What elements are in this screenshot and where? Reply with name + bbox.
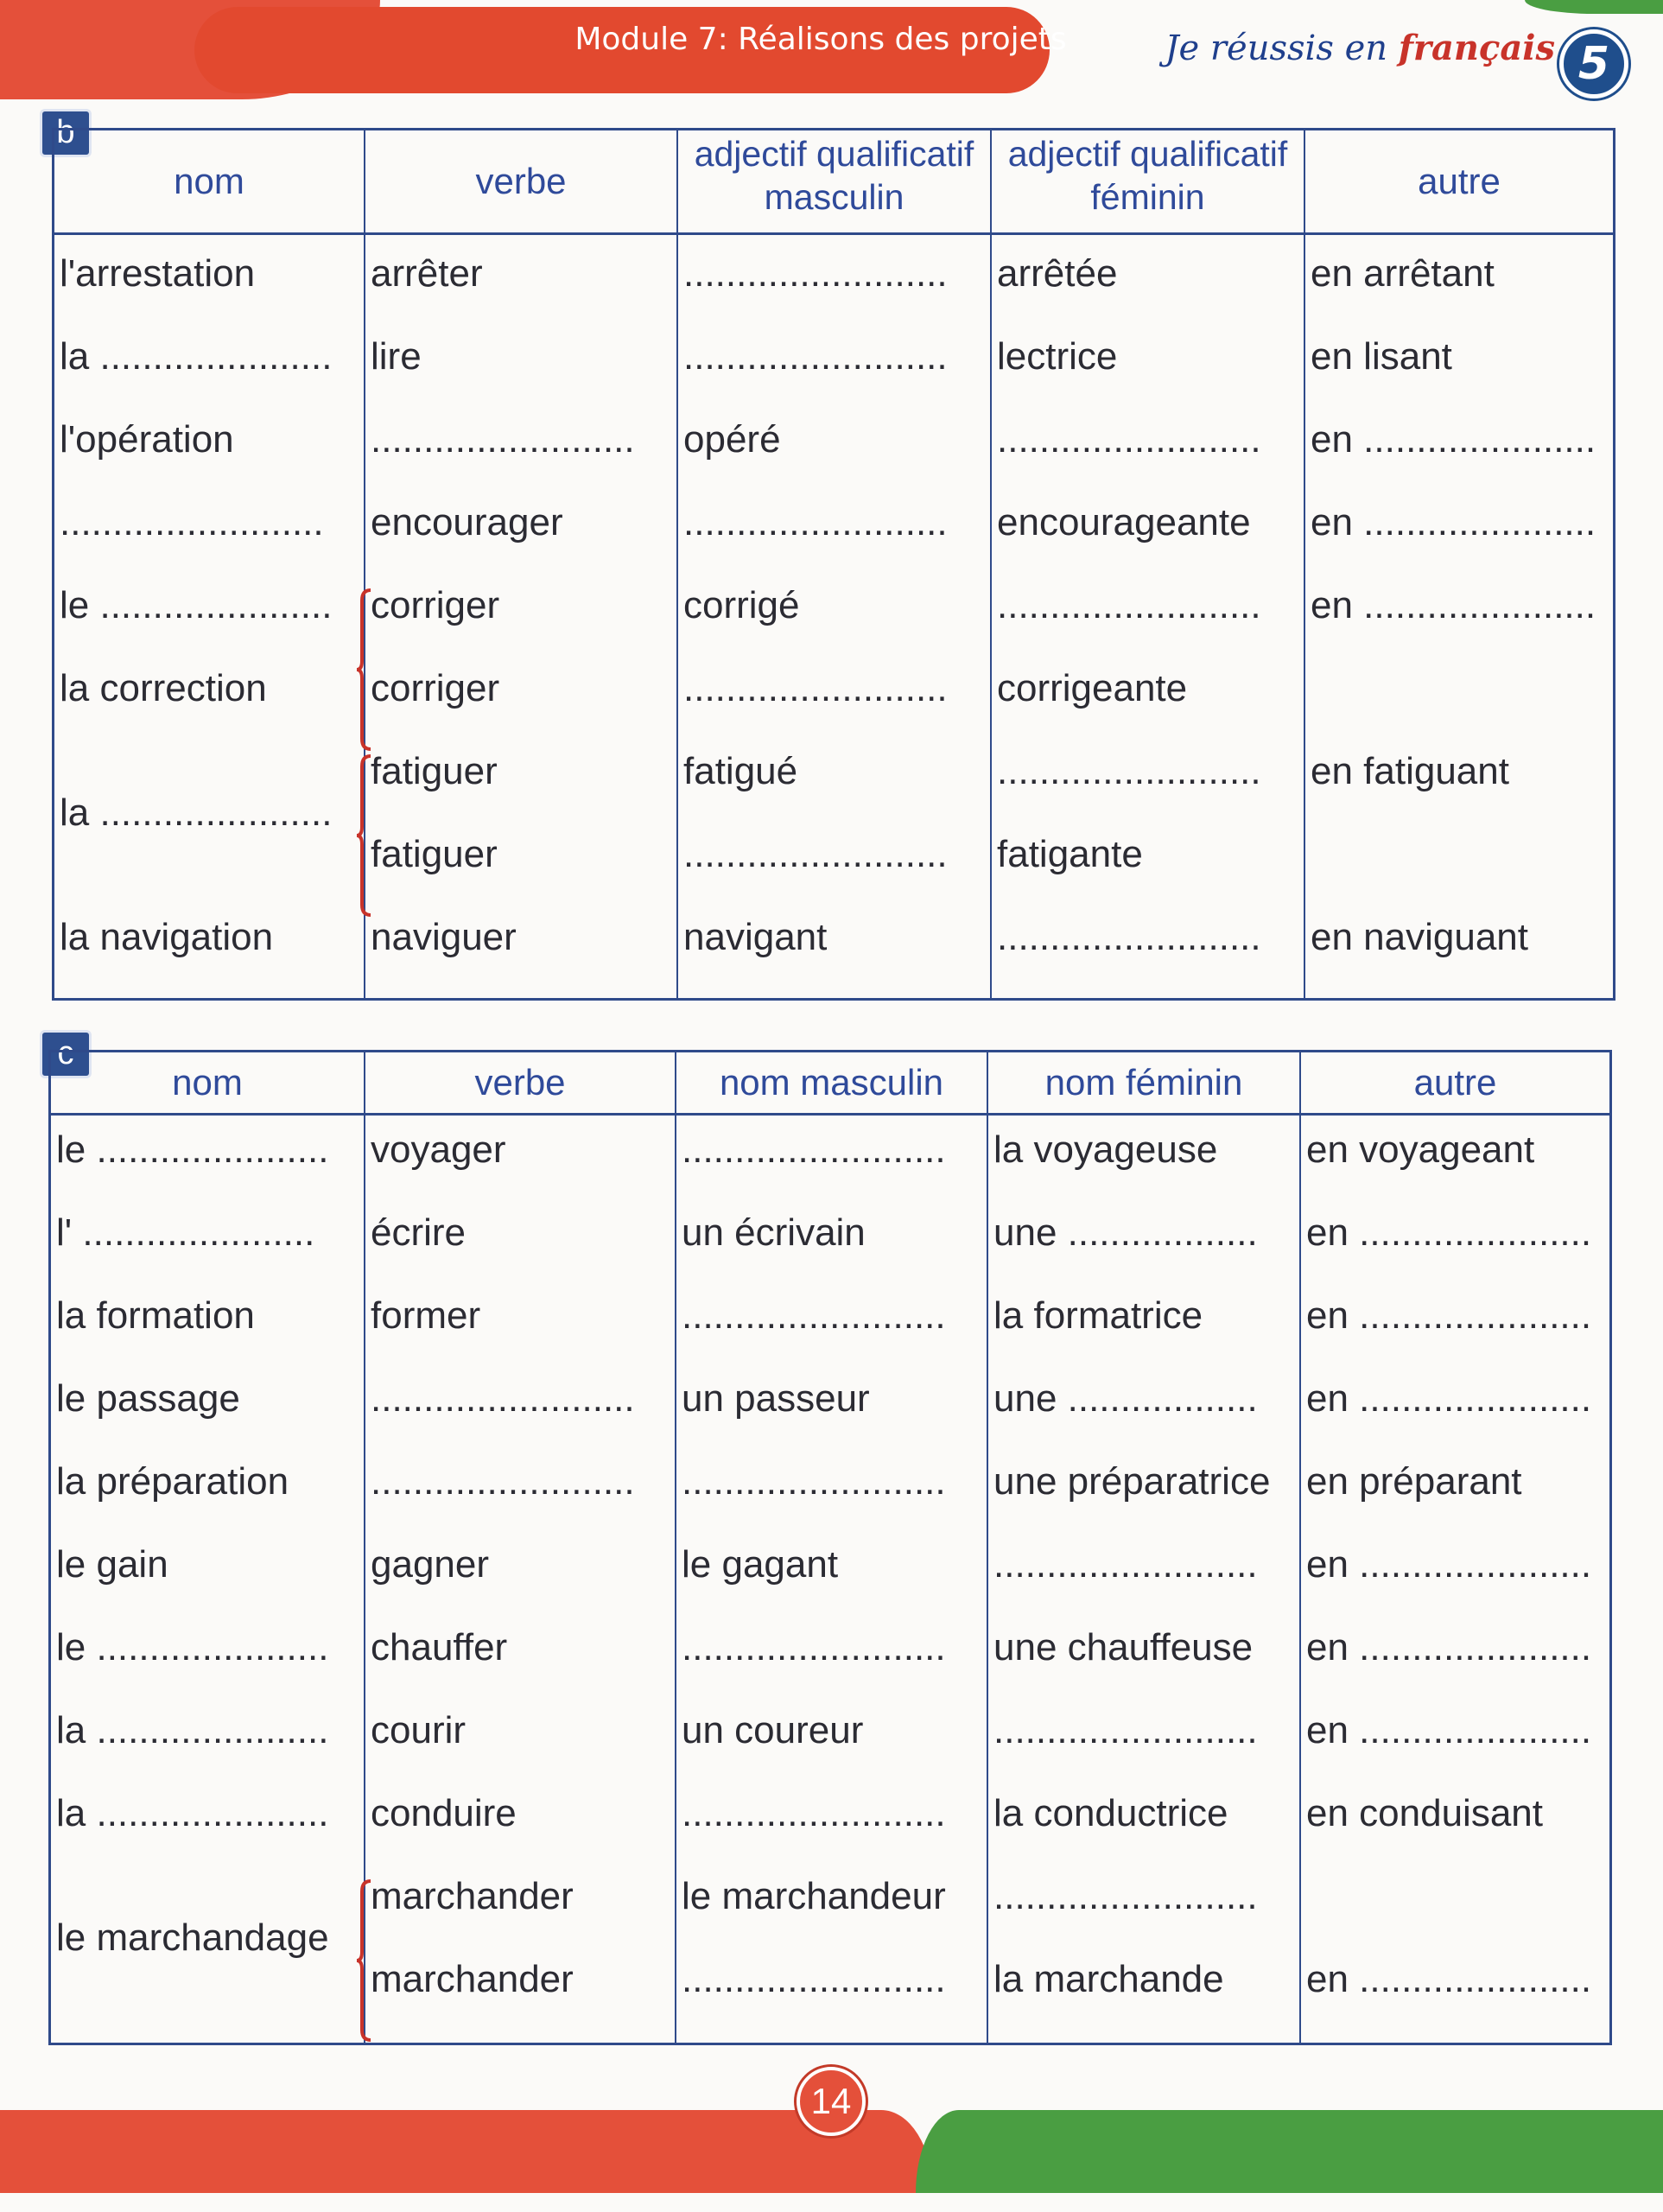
column-header-label: autre: [1418, 161, 1501, 201]
header-divider: [51, 1113, 1609, 1116]
column-header: [992, 130, 1304, 234]
table-cell: .........................: [682, 1626, 946, 1669]
table-cell: la correction: [60, 667, 267, 709]
red-brace-icon: [355, 754, 374, 917]
brand-prefix: Je réussis en: [1165, 29, 1399, 68]
column-divider: [987, 1052, 988, 2043]
column-header-label: verbe: [475, 161, 567, 201]
table-cell: lectrice: [997, 335, 1118, 378]
table-cell: corrigé: [683, 584, 800, 626]
table-cell: en ......................: [1311, 584, 1596, 626]
table-cell: la formatrice: [993, 1294, 1203, 1337]
section-b-badge: b: [40, 109, 92, 157]
table-cell: l'opération: [60, 418, 234, 461]
table-cell: en ......................: [1306, 1294, 1592, 1337]
table-cell: marchander: [371, 1958, 574, 2000]
table-cell: .........................: [997, 750, 1261, 792]
table-cell: .........................: [60, 501, 324, 543]
table-cell: former: [371, 1294, 481, 1337]
column-header: [988, 1052, 1299, 1113]
table-cell: .........................: [682, 1958, 946, 2000]
table-cell: .........................: [683, 501, 948, 543]
column-divider: [675, 1052, 676, 2043]
column-header: [54, 130, 364, 232]
table-cell: courir: [371, 1709, 467, 1751]
table-cell: en ......................: [1311, 418, 1596, 461]
column-header-label: nom: [174, 161, 244, 201]
column-header: [1305, 130, 1613, 232]
column-divider: [676, 130, 678, 998]
table-cell: en ......................: [1306, 1709, 1592, 1751]
table-cell: fatiguer: [371, 833, 498, 875]
table-cell: marchander: [371, 1875, 574, 1917]
column-header: [365, 130, 676, 232]
column-header: [365, 1052, 675, 1113]
table-cell: le passage: [56, 1377, 240, 1420]
table-cell: en ......................: [1306, 1626, 1592, 1669]
column-divider: [1304, 130, 1305, 998]
table-cell: .........................: [997, 584, 1261, 626]
table-cell: navigant: [683, 916, 828, 958]
table-cell: encourageante: [997, 501, 1251, 543]
table-cell: en ......................: [1306, 1377, 1592, 1420]
table-cell: une ..................: [993, 1377, 1258, 1420]
column-header: [676, 1052, 987, 1113]
table-cell: en lisant: [1311, 335, 1452, 378]
table-cell: en ......................: [1306, 1958, 1592, 2000]
table-cell: .........................: [371, 1377, 635, 1420]
column-header-line2: féminin: [1090, 177, 1205, 217]
table-cell: lire: [371, 335, 422, 378]
table-cell: corriger: [371, 584, 500, 626]
table-cell: en naviguant: [1311, 916, 1528, 958]
header-green-band: [1525, 0, 1663, 14]
table-cell: voyager: [371, 1128, 506, 1171]
table-cell: .........................: [683, 252, 948, 295]
table-cell: la conductrice: [993, 1792, 1228, 1834]
column-header-line2: masculin: [764, 177, 904, 217]
column-header-line1: adjectif qualificatif: [1007, 134, 1288, 174]
table-cell: la marchande: [993, 1958, 1224, 2000]
grade-badge: 5: [1559, 29, 1628, 99]
column-header-line1: adjectif qualificatif: [694, 134, 974, 174]
table-b: [52, 128, 1615, 1001]
footer-red-band: [0, 2110, 933, 2193]
table-cell: .........................: [683, 833, 948, 875]
column-header-label: nom féminin: [1044, 1062, 1243, 1103]
table-cell: fatigué: [683, 750, 798, 792]
table-cell: l'arrestation: [60, 252, 256, 295]
table-cell: fatiguer: [371, 750, 498, 792]
column-header: [678, 130, 990, 234]
column-divider: [990, 130, 992, 998]
table-cell: une ..................: [993, 1211, 1258, 1254]
table-cell: en conduisant: [1306, 1792, 1543, 1834]
table-cell: le ......................: [56, 1626, 329, 1669]
brand-language: français: [1398, 28, 1555, 68]
merged-noun-cell: le marchandage: [56, 1916, 329, 1959]
table-cell: la formation: [56, 1294, 255, 1337]
table-c: [48, 1050, 1612, 2045]
table-cell: en ......................: [1311, 501, 1596, 543]
red-brace-icon: [355, 1879, 374, 2042]
table-cell: .........................: [682, 1128, 946, 1171]
table-cell: naviguer: [371, 916, 517, 958]
table-cell: chauffer: [371, 1626, 508, 1669]
page-number: 14: [797, 2067, 866, 2136]
column-header-label: nom masculin: [719, 1062, 944, 1103]
table-cell: arrêtée: [997, 252, 1118, 295]
table-cell: fatigante: [997, 833, 1143, 875]
table-cell: conduire: [371, 1792, 517, 1834]
table-cell: .........................: [371, 418, 635, 461]
column-header: [1301, 1052, 1609, 1113]
table-cell: encourager: [371, 501, 563, 543]
merged-noun-cell: la ......................: [60, 791, 333, 834]
table-cell: un coureur: [682, 1709, 864, 1751]
table-cell: opéré: [683, 418, 781, 461]
table-cell: en arrêtant: [1311, 252, 1495, 295]
column-header-label: nom: [172, 1062, 243, 1103]
table-cell: en préparant: [1306, 1460, 1522, 1503]
brand-title: [1165, 28, 1556, 68]
table-cell: une préparatrice: [993, 1460, 1271, 1503]
table-cell: gagner: [371, 1543, 490, 1586]
table-cell: .........................: [683, 667, 948, 709]
table-cell: une chauffeuse: [993, 1626, 1254, 1669]
table-cell: en voyageant: [1306, 1128, 1535, 1171]
column-header-label: verbe: [474, 1062, 566, 1103]
table-cell: .........................: [997, 418, 1261, 461]
table-cell: la ......................: [56, 1792, 329, 1834]
column-header-label: autre: [1413, 1062, 1497, 1103]
table-cell: le gagant: [682, 1543, 839, 1586]
column-header: [51, 1052, 364, 1113]
footer-green-band: [916, 2110, 1663, 2193]
table-cell: .........................: [993, 1709, 1258, 1751]
table-cell: écrire: [371, 1211, 467, 1254]
table-cell: l' ......................: [56, 1211, 315, 1254]
module-title: Module 7: Réalisons des projets: [574, 22, 1067, 57]
table-cell: le marchandeur: [682, 1875, 946, 1917]
column-divider: [1299, 1052, 1301, 2043]
table-cell: corriger: [371, 667, 500, 709]
table-cell: corrigeante: [997, 667, 1188, 709]
table-cell: .........................: [993, 1543, 1258, 1586]
table-cell: .........................: [682, 1294, 946, 1337]
table-cell: la préparation: [56, 1460, 289, 1503]
table-cell: le ......................: [60, 584, 333, 626]
table-cell: la voyageuse: [993, 1128, 1218, 1171]
table-cell: .........................: [993, 1875, 1258, 1917]
table-cell: la ......................: [56, 1709, 329, 1751]
table-cell: .........................: [371, 1460, 635, 1503]
table-cell: un passeur: [682, 1377, 870, 1420]
table-cell: le gain: [56, 1543, 168, 1586]
section-c-badge: c: [40, 1030, 92, 1078]
table-cell: un écrivain: [682, 1211, 866, 1254]
table-cell: la ......................: [60, 335, 333, 378]
table-cell: .........................: [997, 916, 1261, 958]
red-brace-icon: [355, 588, 374, 751]
table-cell: en ......................: [1306, 1211, 1592, 1254]
table-cell: en ......................: [1306, 1543, 1592, 1586]
table-cell: la navigation: [60, 916, 274, 958]
table-cell: .........................: [682, 1792, 946, 1834]
table-cell: le ......................: [56, 1128, 329, 1171]
table-cell: .........................: [683, 335, 948, 378]
table-cell: .........................: [682, 1460, 946, 1503]
table-cell: arrêter: [371, 252, 483, 295]
table-cell: en fatiguant: [1311, 750, 1509, 792]
